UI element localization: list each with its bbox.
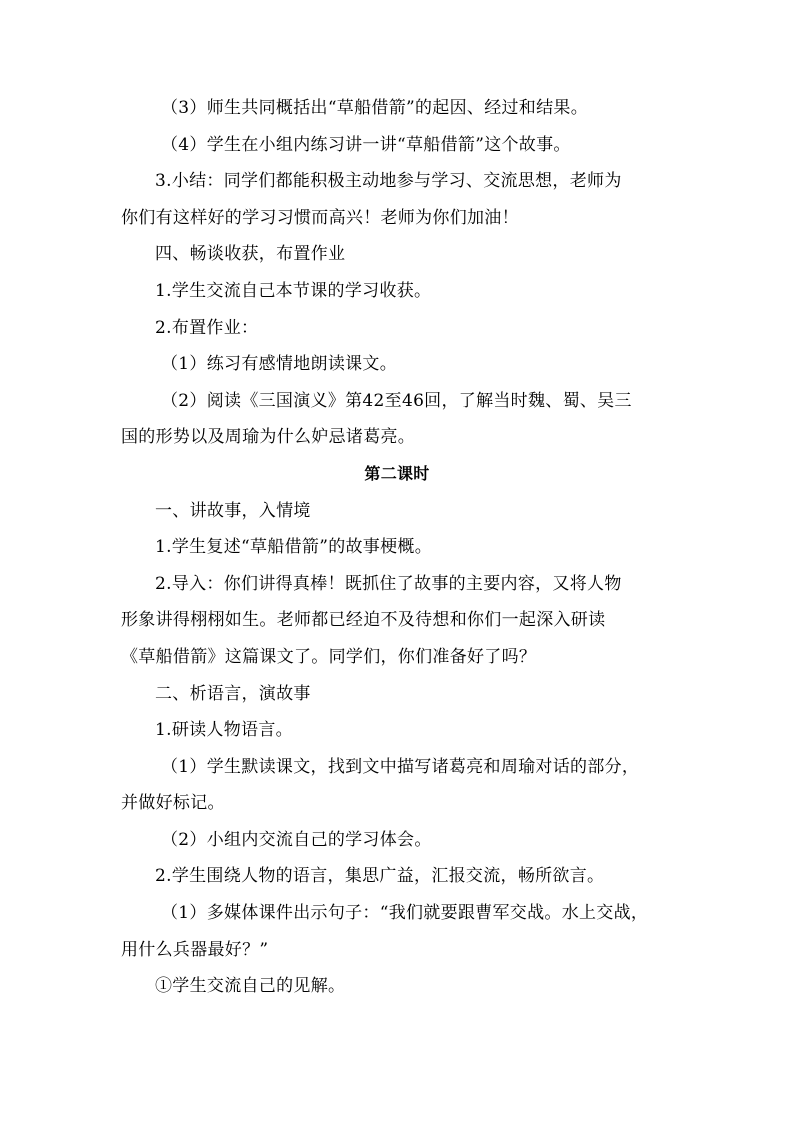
- section-heading: 四、畅谈收获，布置作业: [155, 244, 346, 265]
- paragraph-line: 1.研读人物语言。: [155, 720, 293, 741]
- paragraph-line: 你们有这样好的学习习惯而高兴！老师为你们加油！: [121, 207, 519, 228]
- paragraph-line: 形象讲得栩栩如生。老师都已经迫不及待想和你们一起深入研读: [121, 610, 606, 631]
- paragraph-line: 2.布置作业：: [155, 317, 259, 338]
- section-heading: 一、讲故事，入情境: [155, 500, 311, 521]
- paragraph-line: 用什么兵器最好？”: [121, 939, 269, 960]
- paragraph-line: （3）师生共同概括出“草船借箭”的起因、经过和结果。: [161, 98, 588, 118]
- paragraph-line: 2.导入：你们讲得真棒！既抓住了故事的主要内容，又将人物: [155, 573, 622, 594]
- paragraph-line: （1）练习有感情地朗读课文。: [161, 354, 398, 375]
- paragraph-line: （1）学生默读课文，找到文中描写诸葛亮和周瑜对话的部分，: [161, 756, 640, 777]
- paragraph-line: （2）小组内交流自己的学习体会。: [161, 829, 432, 850]
- paragraph-line: ①学生交流自己的见解。: [155, 976, 346, 997]
- paragraph-line: （2）阅读《三国演义》第42至46回，了解当时魏、蜀、吴三: [161, 390, 632, 411]
- paragraph-line: （1）多媒体课件出示句子：“我们就要跟曹军交战。水上交战，: [161, 903, 649, 924]
- paragraph-line: 《草船借箭》这篇课文了。同学们，你们准备好了吗？: [121, 646, 537, 667]
- paragraph-line: 1.学生复述“草船借箭”的故事梗概。: [155, 537, 433, 558]
- paragraph-line: 国的形势以及周瑜为什么妒忌诸葛亮。: [121, 427, 416, 448]
- paragraph-line: 并做好标记。: [121, 793, 225, 814]
- document-body: [121, 90, 673, 1005]
- paragraph-line: 2.学生围绕人物的语言，集思广益，汇报交流，畅所欲言。: [155, 866, 605, 887]
- lesson-title: 第二课时: [364, 463, 430, 483]
- paragraph-line: 3.小结：同学们都能积极主动地参与学习、交流思想，老师为: [155, 171, 622, 192]
- paragraph-line: 1.学生交流自己本节课的学习收获。: [155, 280, 432, 301]
- section-heading: 二、析语言，演故事: [155, 683, 311, 704]
- paragraph-line: （4）学生在小组内练习讲一讲“草船借箭”这个故事。: [161, 134, 571, 155]
